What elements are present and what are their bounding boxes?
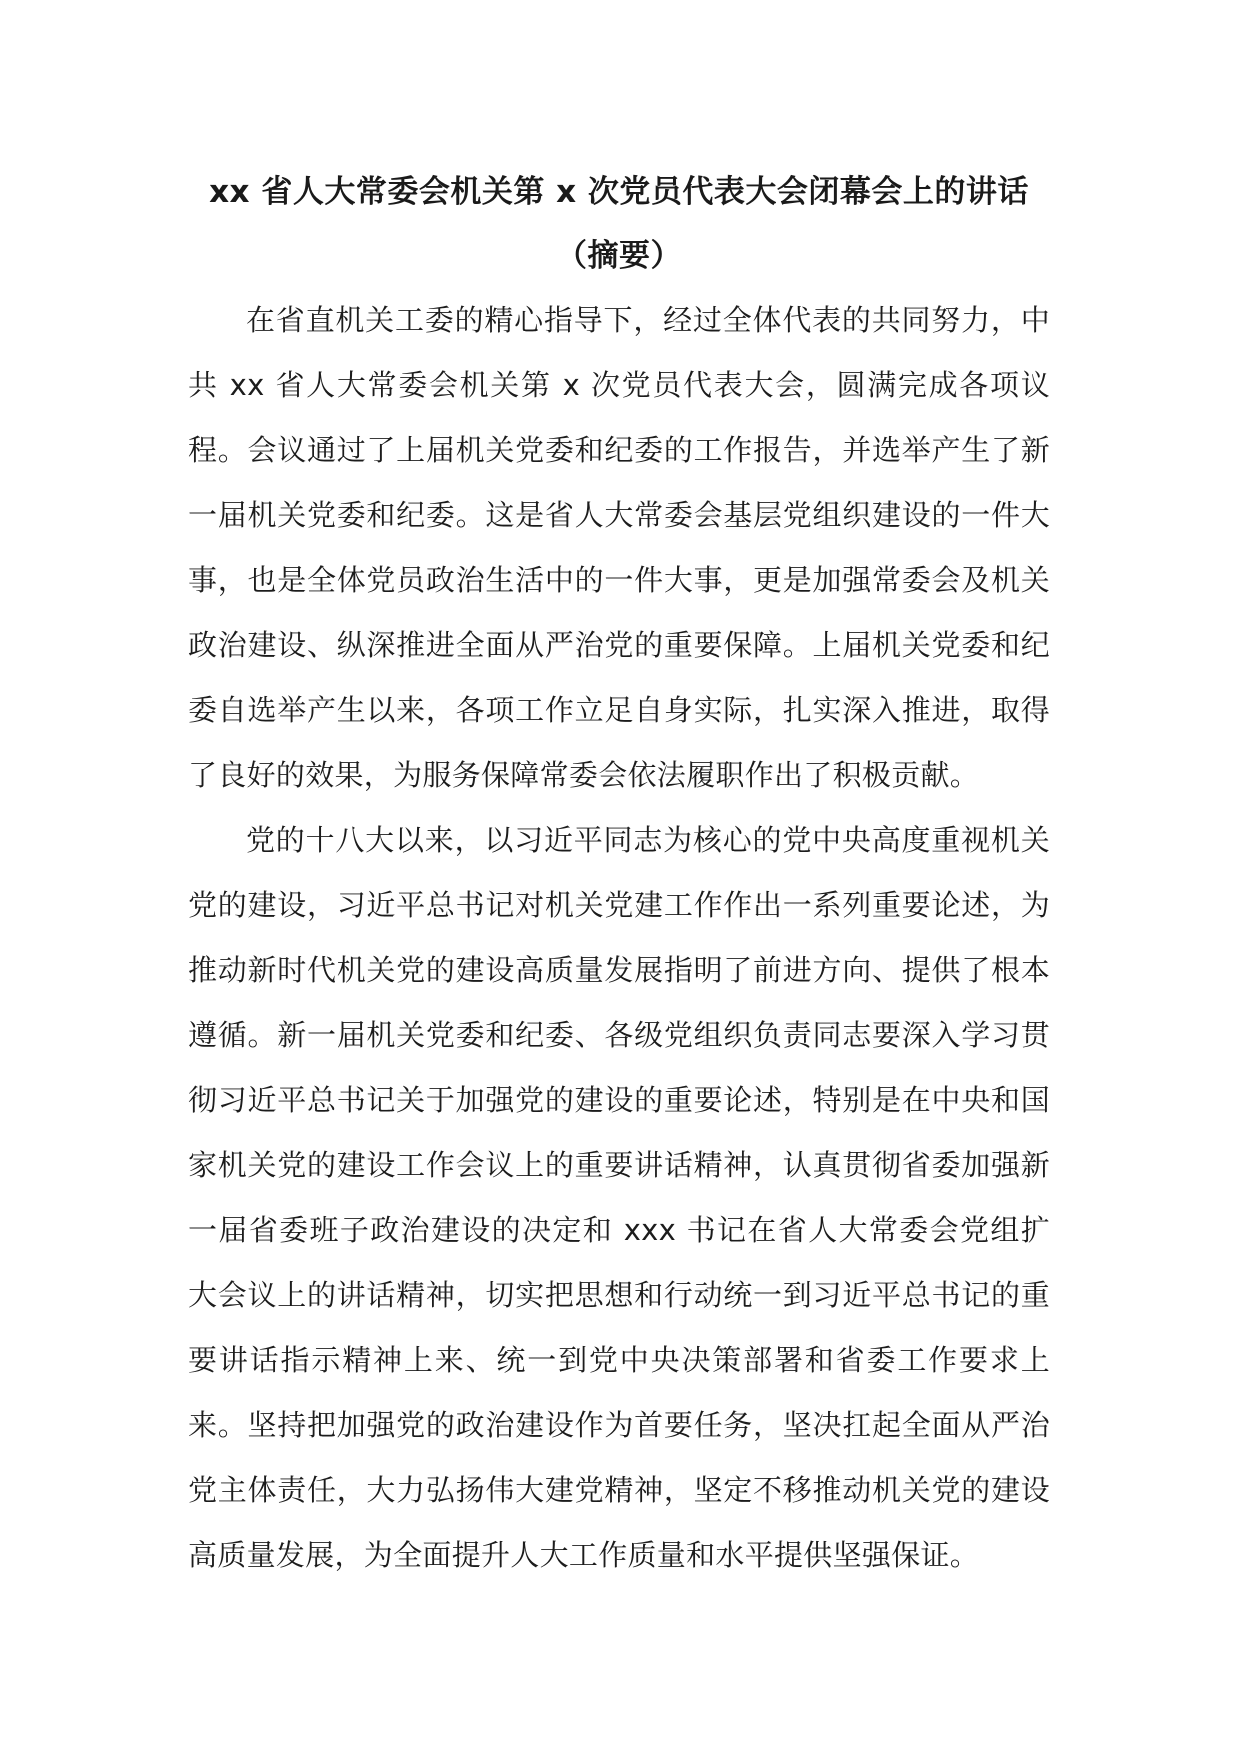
title-line-2: （摘要）: [556, 238, 682, 274]
paragraph-1: 在省直机关工委的精心指导下，经过全体代表的共同努力，中共 xx 省人大常委会机关第 x 次党员代表大会，圆满完成各项议程。会议通过了上届机关党委和纪委的工作报告，并选举产生了新一届机关党委和纪委。这是省人大常委会基层党组织建设的一件大事，也是全体党员政治生活中的一件大事，更是加强常委会及机关政治建设、纵深推进全面从严治党的重要保障。上届机关党委和纪委自选举产生以来，各项工作立足自身实际，扎实深入推进，取得了良好的效果，为服务保障常委会依法履职作出了积极贡献。: [188, 303, 1050, 792]
document-body: [188, 160, 1050, 1588]
document-title: [188, 160, 1050, 288]
title-line-1: xx 省人大常委会机关第 x 次党员代表大会闭幕会上的讲话: [209, 174, 1029, 210]
paragraph-2: 党的十八大以来，以习近平同志为核心的党中央高度重视机关党的建设，习近平总书记对机关党建工作作出一系列重要论述，为推动新时代机关党的建设高质量发展指明了前进方向、提供了根本遵循。新一届机关党委和纪委、各级党组织负责同志要深入学习贯彻习近平总书记关于加强党的建设的重要论述，特别是在中央和国家机关党的建设工作会议上的重要讲话精神，认真贯彻省委加强新一届省委班子政治建设的决定和 xxx 书记在省人大常委会党组扩大会议上的讲话精神，切实把思想和行动统一到习近平总书记的重要讲话指示精神上来、统一到党中央决策部署和省委工作要求上来。坚持把加强党的政治建设作为首要任务，坚决扛起全面从严治党主体责任，大力弘扬伟大建党精神，坚定不移推动机关党的建设高质量发展，为全面提升人大工作质量和水平提供坚强保证。: [188, 823, 1050, 1572]
